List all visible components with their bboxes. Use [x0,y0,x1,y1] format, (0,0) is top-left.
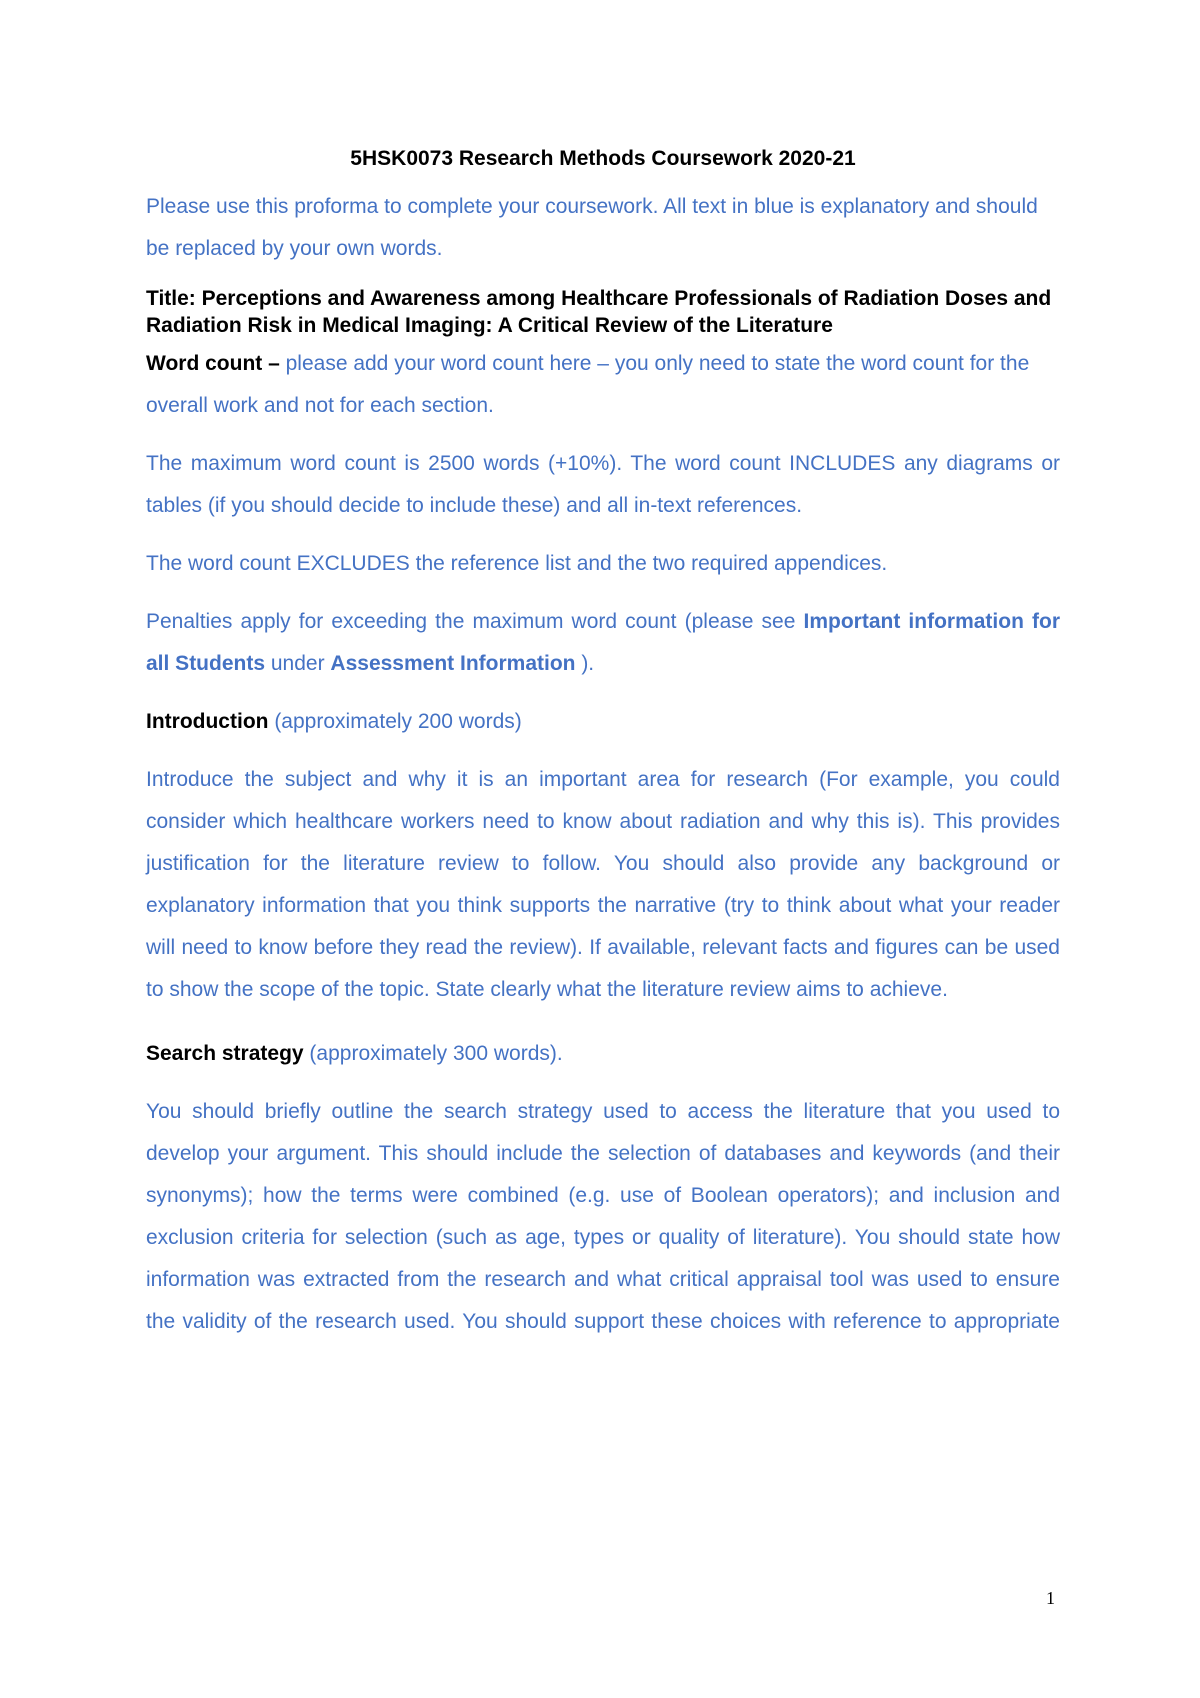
search-strategy-heading [146,1033,1060,1075]
assessment-information-link[interactable]: Assessment Information [330,652,576,675]
page-number: 1 [1046,1588,1055,1608]
coursework-title: Title: Perceptions and Awareness among Healthcare Professionals of Radiation Doses and Radiation Risk in Medical Imaging: A Critical Review of the Literature [146,287,1052,337]
search-strategy-body: You should briefly outline the search strategy used to access the literature that you used to develop your argument. This should include the selection of databases and keywords (and their synonyms); how the terms were combined (e.g. use of Boolean operators); and inclusion and exclusion criteria for selection (such as age, types or quality of literature). You should state how information was extracted from the research and what critical appraisal tool was used to ensure the validity of the research used. You should support these choices with reference to appropriate [146,1100,1060,1333]
word-count-note: please add your word count here – you only need to state the word count for the overall work and not for each section. [146,352,1030,417]
document-heading: 5HSK0073 Research Methods Coursework 2020-21 [350,147,856,170]
penalties-prefix: Penalties apply for exceeding the maximum word count (please see [146,610,804,633]
word-count-excludes-text: The word count EXCLUDES the reference list and the two required appendices. [146,552,888,575]
penalties-suffix: ). [575,652,595,675]
penalties-mid: under [265,652,331,675]
word-count-paragraph [146,343,1060,427]
word-count-label: Word count – [146,352,286,375]
search-strategy-label: Search strategy [146,1042,304,1065]
important-information-link[interactable]: Important information for all Students [146,610,1060,675]
penalties-paragraph [146,601,1060,685]
introduction-heading [146,701,1060,743]
introduction-body: Introduce the subject and why it is an important area for research (For example, you could consider which healthcare workers need to know about radiation and why this is). This provides justification for the literature review to follow. You should also provide any background or explanatory information that you think supports the narrative (try to think about what your reader will need to know before they read the review). If available, relevant facts and figures can be used to show the scope of the topic. State clearly what the literature review aims to achieve. [146,768,1060,1001]
maximum-word-count-text: The maximum word count is 2500 words (+10%). The word count INCLUDES any diagrams or tables (if you should decide to include these) and all in-text references. [146,452,1060,517]
introduction-hint: (approximately 200 words) [268,710,522,733]
instructions-text: Please use this proforma to complete your coursework. All text in blue is explanatory and should be replaced by your own words. [146,195,1038,260]
introduction-label: Introduction [146,710,269,733]
search-strategy-hint: (approximately 300 words). [303,1042,563,1065]
document-body [146,145,1060,1343]
